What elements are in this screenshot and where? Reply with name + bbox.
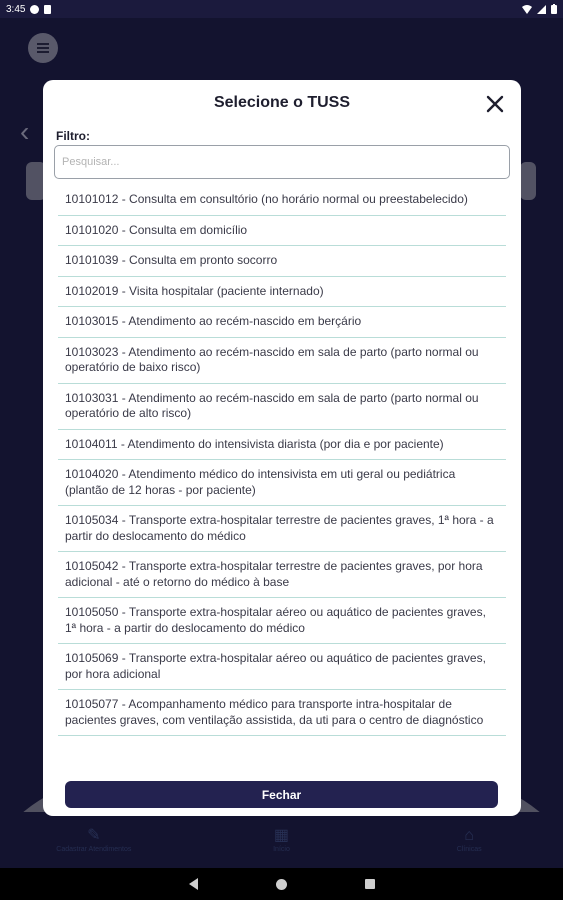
dialog-title: Selecione o TUSS bbox=[213, 94, 351, 111]
filter-label: Filtro: bbox=[56, 129, 90, 143]
signal-icon bbox=[537, 5, 546, 14]
home-icon: ⌂ bbox=[464, 826, 474, 844]
battery-icon bbox=[551, 4, 557, 14]
wifi-icon bbox=[522, 5, 532, 14]
list-item[interactable]: 10105077 - Acompanhamento médico para transporte intra-hospitalar de pacientes graves, com ventilação assistida, da uti para o centro de diagnóstico bbox=[58, 690, 506, 736]
status-bar bbox=[0, 0, 563, 18]
close-icon bbox=[483, 92, 507, 116]
system-home-icon[interactable] bbox=[276, 879, 287, 890]
list-item[interactable]: 10103031 - Atendimento ao recém-nascido em sala de parto (parto normal ou operatório de alto risco) bbox=[58, 384, 506, 430]
back-arrow-icon[interactable]: ‹ bbox=[20, 116, 30, 147]
list-item[interactable]: 10103023 - Atendimento ao recém-nascido em sala de parto (parto normal ou operatório de baixo risco) bbox=[58, 338, 506, 384]
grid-icon: ▦ bbox=[273, 826, 290, 844]
list-item[interactable]: 10105042 - Transporte extra-hospitalar terrestre de pacientes graves, por hora adicional - até o retorno do médico à base bbox=[58, 552, 506, 598]
list-item[interactable]: 10105050 - Transporte extra-hospitalar aéreo ou aquático de pacientes graves, 1ª hora - a partir do deslocamento do médico bbox=[58, 598, 506, 644]
close-button[interactable] bbox=[483, 92, 507, 116]
system-back-icon[interactable] bbox=[189, 878, 198, 890]
list-item[interactable]: 10102019 - Visita hospitalar (paciente internado) bbox=[58, 277, 506, 308]
list-item[interactable]: 10101020 - Consulta em domicílio bbox=[58, 216, 506, 247]
nav-clinicas-label: Clínicas bbox=[456, 845, 482, 853]
notification-icon bbox=[30, 5, 39, 14]
list-item[interactable]: 10101039 - Consulta em pronto socorro bbox=[58, 246, 506, 277]
fechar-button[interactable]: Fechar bbox=[65, 781, 498, 808]
tuss-dialog bbox=[43, 80, 521, 816]
pencil-icon: ✎ bbox=[87, 826, 101, 844]
system-navigation-bar bbox=[0, 868, 563, 900]
list-item[interactable]: 10103015 - Atendimento ao recém-nascido em berçário bbox=[58, 307, 506, 338]
nav-cadastrar-label: Cadastrar Atendimentos bbox=[56, 845, 132, 853]
search-input[interactable] bbox=[54, 145, 510, 179]
status-time: 3:45 bbox=[6, 3, 26, 15]
list-item[interactable]: 10105034 - Transporte extra-hospitalar terrestre de pacientes graves, 1ª hora - a partir do deslocamento do médico bbox=[58, 506, 506, 552]
list-item[interactable]: 10105069 - Transporte extra-hospitalar aéreo ou aquático de pacientes graves, por hora adicional bbox=[58, 644, 506, 690]
tuss-list[interactable] bbox=[58, 185, 506, 773]
sim-icon bbox=[44, 5, 51, 14]
list-item[interactable]: 10104020 - Atendimento médico do intensivista em uti geral ou pediátrica (plantão de 12 horas - por paciente) bbox=[58, 460, 506, 506]
nav-inicio-label: Início bbox=[273, 845, 290, 853]
system-recents-icon[interactable] bbox=[365, 879, 375, 889]
list-item[interactable]: 10104011 - Atendimento do intensivista diarista (por dia e por paciente) bbox=[58, 430, 506, 461]
list-item[interactable]: 10101012 - Consulta em consultório (no horário normal ou preestabelecido) bbox=[58, 185, 506, 216]
